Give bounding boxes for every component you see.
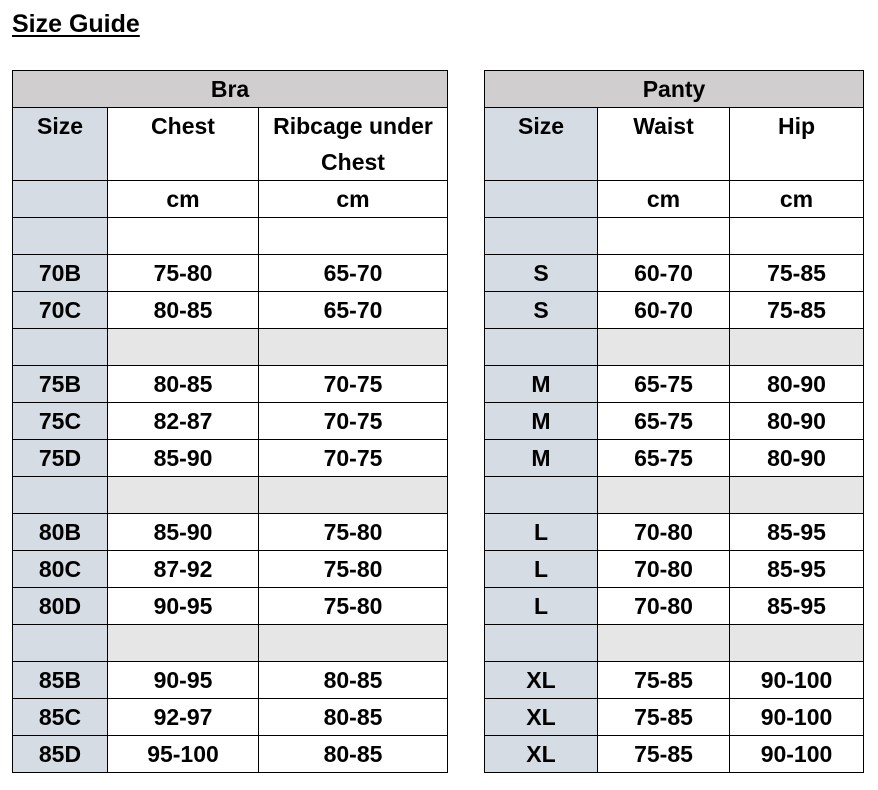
panty-size-cell: M (485, 366, 598, 403)
panty-spacer-row (485, 477, 864, 514)
panty-col2-cell (730, 218, 864, 255)
bra-column-header: Size (13, 108, 108, 181)
bra-col1-cell (108, 625, 259, 662)
bra-table-row (13, 588, 448, 625)
panty-table-row (485, 403, 864, 440)
panty-size-cell: XL (485, 699, 598, 736)
bra-col2-cell: 75-80 (259, 514, 448, 551)
panty-table-row (485, 551, 864, 588)
bra-col2-cell: 65-70 (259, 255, 448, 292)
bra-size-table (12, 70, 448, 773)
bra-col2-cell: 75-80 (259, 588, 448, 625)
panty-size-cell: L (485, 551, 598, 588)
panty-table-row (485, 255, 864, 292)
panty-spacer-row (485, 329, 864, 366)
panty-col1-cell: 75-85 (598, 736, 730, 773)
panty-col1-cell: 60-70 (598, 292, 730, 329)
panty-col1-cell: 70-80 (598, 588, 730, 625)
bra-size-cell (13, 477, 108, 514)
bra-size-cell: 70C (13, 292, 108, 329)
bra-table-row (13, 514, 448, 551)
panty-col1-cell: 75-85 (598, 662, 730, 699)
bra-size-cell: 80C (13, 551, 108, 588)
panty-table-row (485, 588, 864, 625)
panty-size-cell: XL (485, 662, 598, 699)
panty-table-row (485, 699, 864, 736)
bra-col2-cell (259, 477, 448, 514)
panty-units-row (485, 181, 864, 218)
bra-col1-cell: 85-90 (108, 514, 259, 551)
panty-spacer-row (485, 625, 864, 662)
panty-size-cell: S (485, 255, 598, 292)
panty-col1-cell: 60-70 (598, 255, 730, 292)
panty-col2-cell: 85-95 (730, 588, 864, 625)
panty-col1-cell: 70-80 (598, 551, 730, 588)
panty-table-row (485, 292, 864, 329)
bra-col2-cell: 75-80 (259, 551, 448, 588)
panty-size-cell: M (485, 440, 598, 477)
bra-table-row (13, 551, 448, 588)
bra-col1-cell (108, 218, 259, 255)
bra-col2-cell: 70-75 (259, 366, 448, 403)
panty-size-cell (485, 218, 598, 255)
bra-spacer-row (13, 329, 448, 366)
panty-col1-cell: 70-80 (598, 514, 730, 551)
panty-table-row (485, 440, 864, 477)
bra-size-cell: 85D (13, 736, 108, 773)
bra-col2-cell: 65-70 (259, 292, 448, 329)
bra-size-cell: 75D (13, 440, 108, 477)
bra-table-heading: Bra (13, 71, 448, 108)
bra-col2-cell (259, 218, 448, 255)
panty-table-row (485, 514, 864, 551)
bra-col1-cell: 85-90 (108, 440, 259, 477)
bra-col1-cell: 92-97 (108, 699, 259, 736)
panty-col1-cell (598, 218, 730, 255)
bra-spacer-row (13, 477, 448, 514)
bra-table-row (13, 255, 448, 292)
panty-size-cell: L (485, 514, 598, 551)
panty-col2-cell (730, 477, 864, 514)
bra-col2-cell (259, 329, 448, 366)
panty-col1-cell: 65-75 (598, 366, 730, 403)
bra-col1-cell (108, 329, 259, 366)
bra-col2-cell: 70-75 (259, 403, 448, 440)
bra-spacer-row (13, 218, 448, 255)
bra-unit-cell: cm (259, 181, 448, 218)
panty-size-cell (485, 329, 598, 366)
panty-col1-cell (598, 329, 730, 366)
bra-size-cell: 85B (13, 662, 108, 699)
bra-col2-cell: 70-75 (259, 440, 448, 477)
bra-size-cell: 70B (13, 255, 108, 292)
bra-spacer-row (13, 625, 448, 662)
bra-size-cell (13, 329, 108, 366)
bra-table-row (13, 292, 448, 329)
bra-unit-cell: cm (108, 181, 259, 218)
bra-col2-cell: 80-85 (259, 662, 448, 699)
bra-col1-cell: 95-100 (108, 736, 259, 773)
bra-column-header: Chest (108, 108, 259, 181)
panty-col2-cell: 75-85 (730, 292, 864, 329)
bra-col1-cell: 82-87 (108, 403, 259, 440)
bra-table-row (13, 699, 448, 736)
panty-unit-cell: cm (598, 181, 730, 218)
panty-size-cell (485, 477, 598, 514)
page-title: Size Guide (12, 10, 140, 38)
bra-column-header-row (13, 108, 448, 181)
panty-col2-cell: 90-100 (730, 699, 864, 736)
bra-size-cell: 80B (13, 514, 108, 551)
panty-size-cell (485, 625, 598, 662)
panty-table-row (485, 662, 864, 699)
panty-unit-cell: cm (730, 181, 864, 218)
panty-col2-cell (730, 625, 864, 662)
bra-col1-cell: 90-95 (108, 588, 259, 625)
bra-size-cell: 80D (13, 588, 108, 625)
panty-column-header: Hip (730, 108, 864, 181)
bra-table-row (13, 736, 448, 773)
panty-col2-cell: 85-95 (730, 551, 864, 588)
panty-column-header: Waist (598, 108, 730, 181)
bra-col1-cell: 90-95 (108, 662, 259, 699)
panty-table-heading: Panty (485, 71, 864, 108)
panty-unit-cell (485, 181, 598, 218)
panty-column-header: Size (485, 108, 598, 181)
bra-column-header: Ribcage under Chest (259, 108, 448, 181)
bra-size-cell: 75C (13, 403, 108, 440)
panty-size-table (484, 70, 864, 773)
bra-col2-cell (259, 625, 448, 662)
panty-col1-cell: 75-85 (598, 699, 730, 736)
panty-col1-cell (598, 625, 730, 662)
bra-col1-cell (108, 477, 259, 514)
panty-col1-cell: 65-75 (598, 440, 730, 477)
bra-size-cell (13, 625, 108, 662)
bra-table-row (13, 366, 448, 403)
panty-size-cell: S (485, 292, 598, 329)
panty-col2-cell: 80-90 (730, 440, 864, 477)
bra-table-row (13, 403, 448, 440)
panty-size-cell: M (485, 403, 598, 440)
panty-size-cell: L (485, 588, 598, 625)
panty-col2-cell: 75-85 (730, 255, 864, 292)
panty-col2-cell: 85-95 (730, 514, 864, 551)
bra-size-cell: 85C (13, 699, 108, 736)
bra-size-cell: 75B (13, 366, 108, 403)
panty-col1-cell (598, 477, 730, 514)
bra-col1-cell: 87-92 (108, 551, 259, 588)
bra-table-row (13, 440, 448, 477)
panty-col2-cell: 80-90 (730, 403, 864, 440)
panty-col2-cell: 90-100 (730, 662, 864, 699)
bra-col1-cell: 80-85 (108, 366, 259, 403)
panty-size-cell: XL (485, 736, 598, 773)
bra-col2-cell: 80-85 (259, 699, 448, 736)
panty-column-header-row (485, 108, 864, 181)
bra-unit-cell (13, 181, 108, 218)
panty-spacer-row (485, 218, 864, 255)
panty-table-row (485, 736, 864, 773)
panty-table-row (485, 366, 864, 403)
bra-col1-cell: 75-80 (108, 255, 259, 292)
panty-col2-cell: 80-90 (730, 366, 864, 403)
panty-col2-cell (730, 329, 864, 366)
bra-col1-cell: 80-85 (108, 292, 259, 329)
bra-units-row (13, 181, 448, 218)
bra-table-row (13, 662, 448, 699)
panty-col1-cell: 65-75 (598, 403, 730, 440)
bra-col2-cell: 80-85 (259, 736, 448, 773)
panty-col2-cell: 90-100 (730, 736, 864, 773)
bra-size-cell (13, 218, 108, 255)
